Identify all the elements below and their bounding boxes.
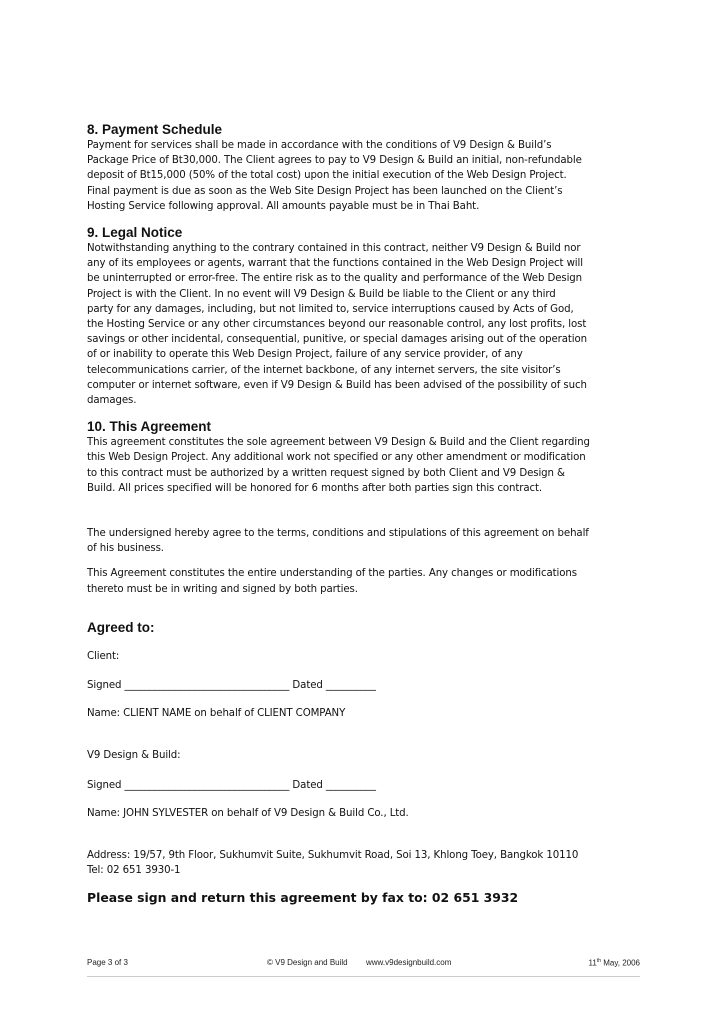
legal-notice-heading: 9. Legal Notice — [87, 225, 183, 241]
client-name-line: Name: CLIENT NAME on behalf of CLIENT COMPANY — [87, 708, 346, 720]
client-signature-line: Signed _________________________________ Dated __________ — [87, 680, 376, 692]
website-link[interactable]: www.v9designbuild.com — [366, 958, 452, 967]
legal-notice-section — [87, 224, 643, 408]
document-content — [87, 121, 643, 907]
company-name-line: Name: JOHN SYLVESTER on behalf of V9 Design & Build Co., Ltd. — [87, 807, 409, 819]
payment-line: Final payment is due as soon as the Web Site Design Project has been launched on the Client’s — [87, 185, 563, 197]
agreement-line: this Web Design Project. Any additional work not specified or any other amendment or modification — [87, 452, 586, 464]
agreement-line: This agreement constitutes the sole agreement between V9 Design & Build and the Client regarding — [87, 437, 590, 449]
address-line: Address: 19/57, 9th Floor, Sukhumvit Suite, Sukhumvit Road, Soi 13, Khlong Toey, Bangkok 10110 — [87, 850, 579, 862]
payment-line: Hosting Service following approval. All amounts payable must be in Thai Baht. — [87, 200, 480, 212]
agreed-to-section — [87, 619, 643, 821]
contact-block — [87, 848, 643, 878]
legal-line: Notwithstanding anything to the contrary contained in this contract, neither V9 Design & Build nor — [87, 243, 581, 255]
legal-line: party for any damages, including, but not limited to, service interruptions caused by Acts of God, — [87, 303, 574, 315]
legal-line: Project is with the Client. In no event will V9 Design & Build be liable to the Client or any third — [87, 288, 556, 300]
fax-instruction: Please sign and return this agreement by fax to: 02 651 3932 — [87, 889, 519, 905]
date-day: 11 — [588, 958, 597, 968]
legal-line: be uninterrupted or error-free. The entire risk as to the quality and performance of the Web Design — [87, 273, 583, 285]
payment-schedule-section — [87, 121, 643, 214]
footer-divider — [87, 976, 640, 977]
footer-date — [589, 958, 640, 968]
page-number: Page 3 of 3 — [87, 958, 128, 967]
payment-schedule-heading: 8. Payment Schedule — [87, 122, 223, 137]
undersigned-paragraph — [87, 526, 643, 556]
payment-line: Package Price of Bt30,000. The Client agrees to pay to V9 Design & Build an initial, non-refundable — [87, 155, 582, 167]
copyright-text: © V9 Design and Build — [267, 958, 348, 967]
date-suffix: th — [596, 958, 602, 964]
agreement-line: to this contract must be authorized by a written request signed by both Client and V9 Design & — [87, 467, 565, 479]
legal-line: telecommunications carrier, of the internet backbone, of any internet servers, the site visitor’s — [87, 364, 561, 376]
agreement-line: Build. All prices specified will be honored for 6 months after both parties sign this contract. — [87, 482, 543, 494]
entire-understanding-paragraph — [87, 566, 643, 596]
legal-line: the Hosting Service or any other circumstances beyond our reasonable control, any lost profits, lost — [87, 319, 587, 331]
undersigned-line: of his business. — [87, 543, 164, 555]
undersigned-line: The undersigned hereby agree to the terms, conditions and stipulations of this agreement on behalf — [87, 528, 589, 540]
legal-line: of or inability to operate this Web Design Project, failure of any service provider, of any — [87, 349, 523, 361]
legal-line: savings or other incidental, consequential, punitive, or special damages arising out of the operation — [87, 334, 587, 346]
this-agreement-heading: 10. This Agreement — [87, 419, 212, 435]
payment-line: deposit of Bt15,000 (50% of the total cost) upon the initial execution of the Web Design Project. — [87, 170, 567, 182]
payment-line: Payment for services shall be made in accordance with the conditions of V9 Design & Build’s — [87, 140, 552, 151]
entire-line: This Agreement constitutes the entire understanding of the parties. Any changes or modifications — [87, 568, 577, 580]
legal-line: damages. — [87, 395, 137, 407]
company-label: V9 Design & Build: — [87, 750, 181, 762]
agreed-to-heading: Agreed to: — [87, 619, 155, 635]
date-rest: May, 2006 — [601, 958, 640, 968]
telephone-line: Tel: 02 651 3930-1 — [87, 865, 181, 877]
legal-line: computer or internet software, even if V9 Design & Build has been advised of the possibility of such — [87, 379, 587, 391]
legal-line: any of its employees or agents, warrant that the functions contained in the Web Design Project will — [87, 258, 583, 270]
entire-line: thereto must be in writing and signed by both parties. — [87, 583, 358, 595]
company-signature-line: Signed _________________________________ Dated __________ — [87, 779, 376, 791]
client-label: Client: — [87, 650, 120, 662]
this-agreement-section — [87, 418, 643, 496]
